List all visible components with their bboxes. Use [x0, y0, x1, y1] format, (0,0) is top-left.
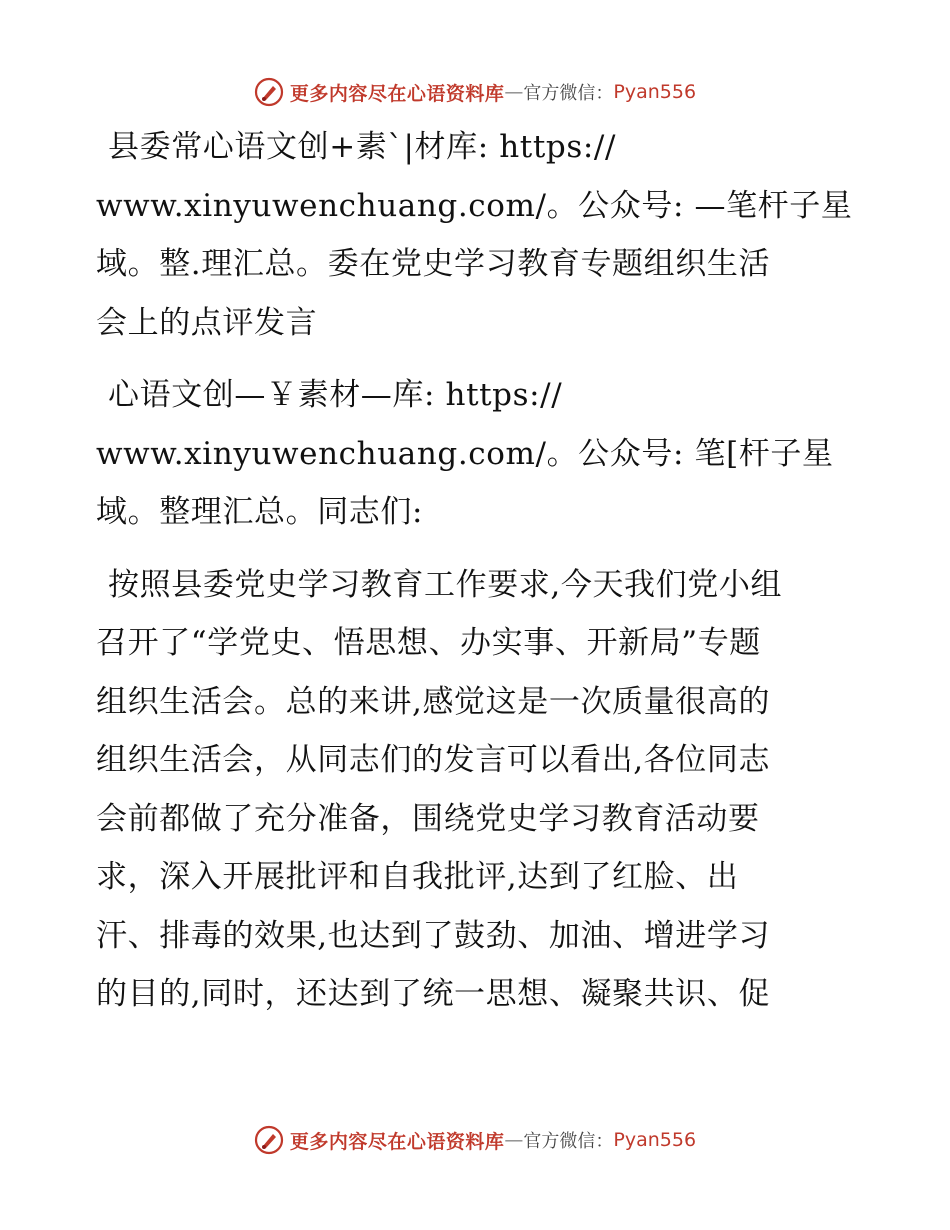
header-banner: [0, 72, 950, 112]
text-line: 域。整.理汇总。委在党史学习教育专题组织生活: [96, 246, 771, 282]
text-line: 会前都做了充分准备，围绕党史学习教育活动要: [96, 800, 760, 837]
text-line: www.xinyuwenchuang.com/。公众号: —笔杆子星: [96, 187, 853, 224]
banner-separator: —: [504, 1129, 524, 1151]
banner-text: 更多内容尽在心语资料库: [289, 1130, 505, 1153]
banner-text: 更多内容尽在心语资料库: [289, 82, 505, 105]
paragraph-title: [96, 118, 856, 352]
pen-nib-logo-icon: [254, 1125, 284, 1155]
text-line: 域。整理汇总。同志们:: [96, 494, 424, 530]
text-line: 心语文创—￥素材—库: https://: [108, 377, 563, 413]
paragraph-body: [96, 556, 856, 1024]
text-line: 的目的,同时，还达到了统一思想、凝聚共识、促: [96, 976, 771, 1012]
text-line: 召开了“学党史、悟思想、办实事、开新局”专题: [96, 625, 761, 661]
banner-wechat-id: Pyan556: [613, 1129, 697, 1151]
text-line: 会上的点评发言: [96, 304, 318, 341]
banner-wechat-label: 官方微信：: [523, 83, 614, 104]
text-line: 组织生活会，从同志们的发言可以看出,各位同志: [96, 742, 771, 778]
banner-wechat-id: Pyan556: [613, 81, 697, 103]
text-line: 按照县委党史学习教育工作要求,今天我们党小组: [108, 566, 783, 603]
text-line: www.xinyuwenchuang.com/。公众号: 笔[杆子星: [96, 435, 834, 472]
document-body: [96, 118, 856, 1038]
text-line: 汗、排毒的效果,也达到了鼓劲、加油、增进学习: [96, 917, 771, 954]
banner-separator: —: [504, 81, 524, 103]
banner-wechat-label: 官方微信：: [523, 1131, 614, 1152]
text-line: 县委常心语文创+素`|材库: https://: [108, 129, 616, 165]
paragraph-greeting: [96, 366, 856, 542]
text-line: 求，深入开展批评和自我批评,达到了红脸、出: [96, 859, 739, 895]
pen-nib-logo-icon: [254, 77, 284, 107]
footer-banner: [0, 1120, 950, 1160]
text-line: 组织生活会。总的来讲,感觉这是一次质量很高的: [96, 683, 771, 720]
